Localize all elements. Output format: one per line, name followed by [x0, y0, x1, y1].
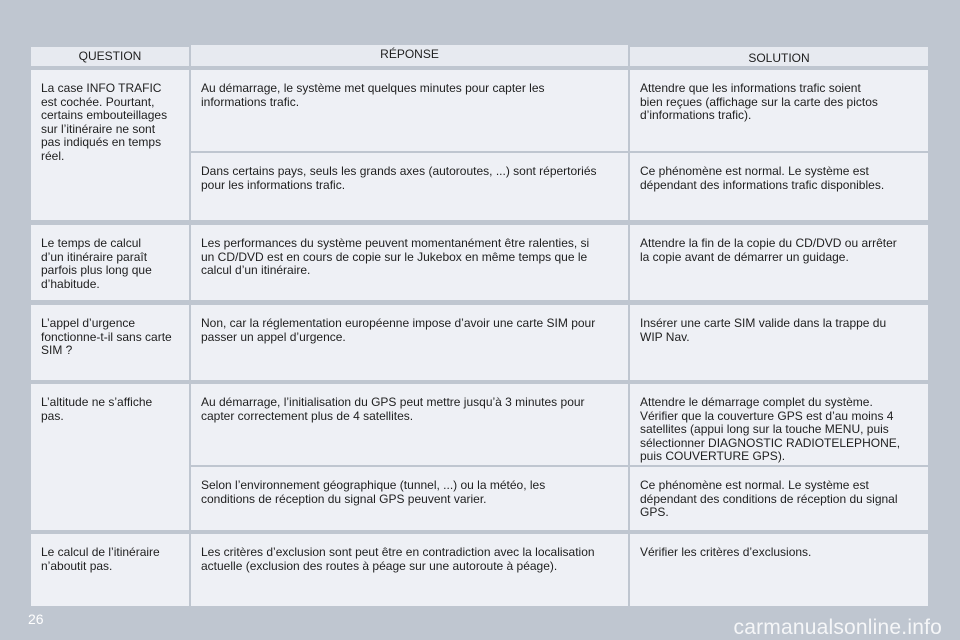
answer-cell: Les performances du système peuvent momentanément être ralenties, si un CD/DVD est en cours de copie sur le Jukebox en même temps que le calcul d’un itinéraire. [191, 225, 628, 300]
question-cell: Le calcul de l’itinéraire n’aboutit pas. [31, 534, 189, 606]
solution-cell: Ce phénomène est normal. Le système est dépendant des informations trafic disponibles. [630, 153, 928, 220]
page-number: 26 [28, 611, 44, 627]
header-answer: RÉPONSE [191, 45, 628, 66]
solution-cell: Attendre le démarrage complet du système. Vérifier que la couverture GPS est d’au moins 4 satellites (appui long sur la touche MENU, puis sélectionner DIAGNOSTIC RADIOTELEPHONE, puis COUVERTURE GPS). [630, 384, 928, 465]
answer-cell: Selon l’environnement géographique (tunnel, ...) ou la météo, les conditions de réception du signal GPS peuvent varier. [191, 467, 628, 530]
solution-cell: Vérifier les critères d’exclusions. [630, 534, 928, 606]
answer-cell: Les critères d’exclusion sont peut être en contradiction avec la localisation actuelle (exclusion des routes à péage sur une autoroute à péage). [191, 534, 628, 606]
answer-cell: Au démarrage, le système met quelques minutes pour capter les informations trafic. [191, 70, 628, 151]
question-cell: L’appel d’urgence fonctionne-t-il sans carte SIM ? [31, 305, 189, 380]
watermark: carmanualsonline.info [733, 616, 942, 639]
answer-cell: Non, car la réglementation européenne impose d’avoir une carte SIM pour passer un appel d’urgence. [191, 305, 628, 380]
question-cell: Le temps de calcul d’un itinéraire paraît parfois plus long que d’habitude. [31, 225, 189, 300]
question-cell: La case INFO TRAFIC est cochée. Pourtant, certains embouteillages sur l’itinéraire ne sont pas indiqués en temps réel. [31, 70, 189, 220]
solution-cell: Attendre que les informations trafic soient bien reçues (affichage sur la carte des pictos d’informations trafic). [630, 70, 928, 151]
solution-cell: Ce phénomène est normal. Le système est dépendant des conditions de réception du signal GPS. [630, 467, 928, 530]
header-question: QUESTION [31, 47, 189, 66]
solution-cell: Insérer une carte SIM valide dans la trappe du WIP Nav. [630, 305, 928, 380]
answer-cell: Au démarrage, l’initialisation du GPS peut mettre jusqu’à 3 minutes pour capter correctement plus de 4 satellites. [191, 384, 628, 465]
question-cell: L’altitude ne s’affiche pas. [31, 384, 189, 530]
answer-cell: Dans certains pays, seuls les grands axes (autoroutes, ...) sont répertoriés pour les informations trafic. [191, 153, 628, 220]
header-solution: SOLUTION [630, 47, 928, 66]
solution-cell: Attendre la fin de la copie du CD/DVD ou arrêter la copie avant de démarrer un guidage. [630, 225, 928, 300]
